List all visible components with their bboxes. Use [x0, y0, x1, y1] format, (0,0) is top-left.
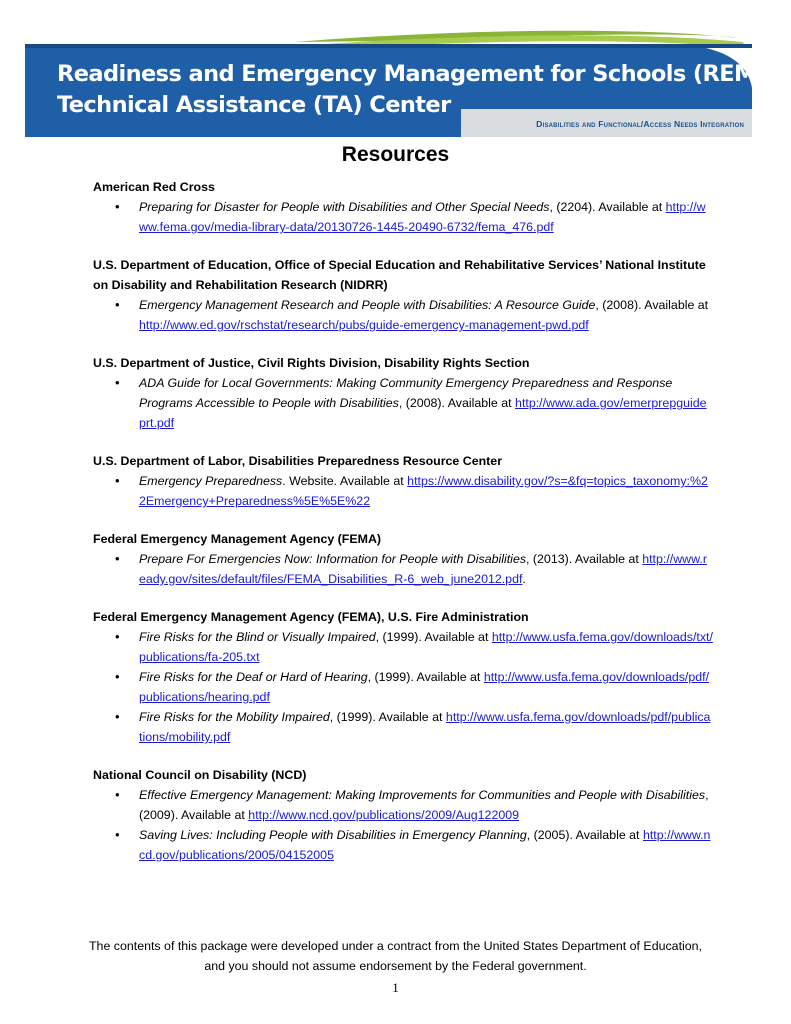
resource-item [93, 549, 713, 589]
resource-title: Prepare For Emergencies Now: Information for People with Disabilities [139, 552, 527, 566]
banner-tagline: Disabilities and Functional/Access Needs Integration [536, 119, 744, 129]
resource-availability: , (2008). Available at [398, 396, 516, 410]
resource-availability: , (1999). Available at [329, 710, 446, 724]
resource-availability: , (2204). Available at [549, 200, 666, 214]
resource-title: ADA Guide for Local Governments: Making Community Emergency Preparedness and Response Programs Accessible to People with Disabilities [139, 376, 673, 410]
resource-list [93, 627, 713, 747]
banner-title-line2: Technical Assistance (TA) Center [57, 92, 451, 118]
resource-title: Emergency Management Research and People with Disabilities: A Resource Guide [139, 298, 596, 312]
resource-title: Fire Risks for the Deaf or Hard of Hearing [139, 670, 368, 684]
resource-availability: , (1999). Available at [375, 630, 492, 644]
resource-title: Fire Risks for the Mobility Impaired [139, 710, 330, 724]
resource-title: Fire Risks for the Blind or Visually Impaired [139, 630, 376, 644]
disclaimer-footer [0, 936, 791, 976]
resource-link[interactable]: http://www.usfa.fema.gov/downloads/pdf/publications/mobility.pdf [139, 710, 711, 744]
section-heading: U.S. Department of Education, Office of Special Education and Rehabilitative Services’ National Institute on Disability and Rehabilitation Research (NIDRR) [93, 258, 706, 292]
resource-link[interactable]: http://www.ed.gov/rschstat/research/pubs/guide-emergency-management-pwd.pdf [139, 318, 589, 332]
banner-title-line1: Readiness and Emergency Management for Schools (REMS) [57, 61, 782, 87]
section-heading: U.S. Department of Labor, Disabilities Preparedness Resource Center [93, 454, 503, 468]
resource-item [93, 707, 713, 747]
page-title: Resources [341, 143, 450, 166]
resource-list [93, 197, 713, 237]
disclaimer-line2: and you should not assume endorsement by the Federal government. [204, 959, 587, 973]
resource-title: Emergency Preparedness [139, 474, 283, 488]
header-banner [25, 28, 782, 137]
resource-link[interactable]: http://www.ncd.gov/publications/2009/Aug122009 [248, 808, 520, 822]
section-heading: Federal Emergency Management Agency (FEMA), U.S. Fire Administration [93, 610, 529, 624]
resource-list [93, 549, 713, 589]
resource-item [93, 197, 713, 237]
resource-availability: , (2005). Available at [526, 828, 643, 842]
section-heading: Federal Emergency Management Agency (FEMA) [93, 532, 382, 546]
resources-list [93, 177, 713, 865]
section-heading: U.S. Department of Justice, Civil Rights Division, Disability Rights Section [93, 356, 530, 370]
resource-list [93, 471, 713, 511]
disclaimer-line1: The contents of this package were developed under a contract from the United States Department of Education, [88, 939, 702, 953]
resource-item [93, 373, 713, 433]
resource-link[interactable]: http://www.ready.gov/sites/default/files/FEMA_Disabilities_R-6_web_june2012.pdf [139, 552, 707, 586]
resource-item [93, 667, 713, 707]
resource-title: Preparing for Disaster for People with Disabilities and Other Special Needs [139, 200, 550, 214]
resource-item [93, 627, 713, 667]
resource-title: Effective Emergency Management: Making Improvements for Communities and People with Disabilities [139, 788, 706, 802]
resource-trailing-punct: . [522, 572, 526, 586]
resource-list [93, 295, 713, 335]
resource-list [93, 785, 713, 865]
resource-availability: , (2009). Available at [139, 788, 709, 822]
resource-availability: , (2013). Available at [526, 552, 643, 566]
resource-link[interactable]: http://www.ada.gov/emerprepguideprt.pdf [139, 396, 707, 430]
resource-link[interactable]: http://www.ncd.gov/publications/2005/04152005 [139, 828, 711, 862]
resource-item [93, 295, 713, 335]
section-heading: American Red Cross [93, 180, 215, 194]
resource-list [93, 373, 713, 433]
resource-item [93, 825, 713, 865]
resource-item [93, 471, 713, 511]
resource-link[interactable]: http://www.fema.gov/media-library-data/20130726-1445-20490-6732/fema_476.pdf [139, 200, 706, 234]
resource-link[interactable]: http://www.usfa.fema.gov/downloads/pdf/publications/hearing.pdf [139, 670, 710, 704]
section-heading: National Council on Disability (NCD) [93, 768, 307, 782]
resource-availability: , (1999). Available at [367, 670, 484, 684]
resource-availability: . Website. Available at [282, 474, 408, 488]
resource-item [93, 785, 713, 825]
resource-availability: , (2008). Available at [595, 298, 709, 312]
resource-link[interactable]: https://www.disability.gov/?s=&fq=topics_taxonomy:%22Emergency+Preparedness%5E%5E%22 [139, 474, 708, 508]
resource-title: Saving Lives: Including People with Disabilities in Emergency Planning [139, 828, 527, 842]
resource-link[interactable]: http://www.usfa.fema.gov/downloads/txt/publications/fa-205.txt [139, 630, 713, 664]
page-number: 1 [392, 980, 399, 995]
